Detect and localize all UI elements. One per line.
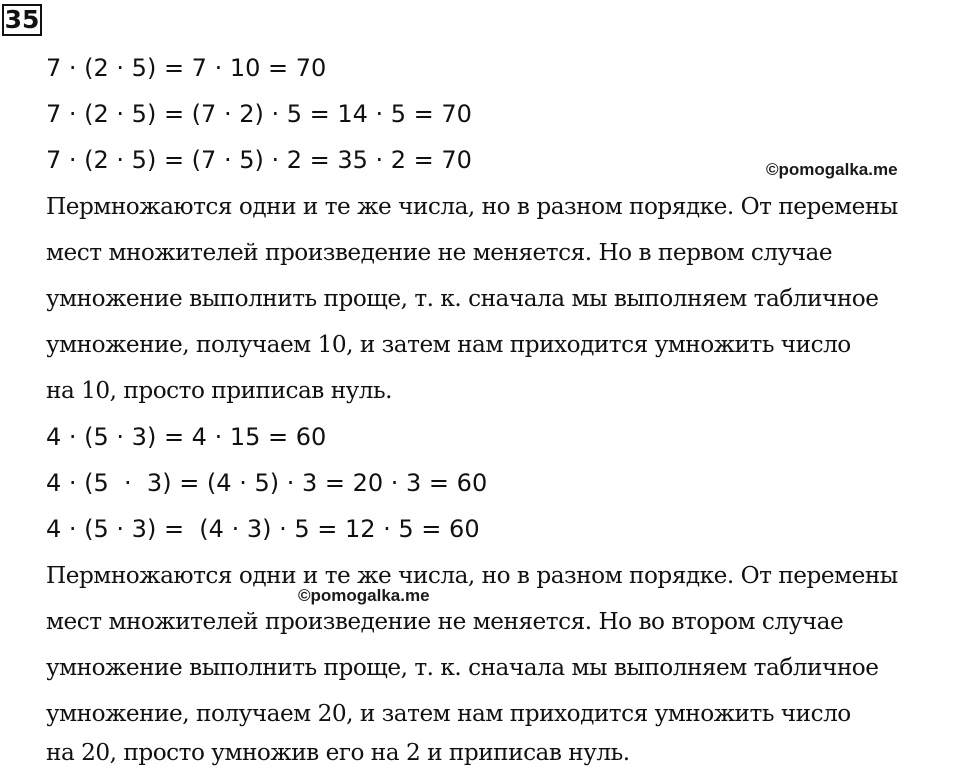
paragraph-line: на 10, просто приписав нуль. xyxy=(46,377,393,404)
paragraph-line: на 20, просто умножив его на 2 и приписав нуль. xyxy=(46,739,630,766)
formula-line: 7 · (2 · 5) = (7 · 2) · 5 = 14 · 5 = 70 xyxy=(46,100,472,128)
formula-line: 7 · (2 · 5) = (7 · 5) · 2 = 35 · 2 = 70 xyxy=(46,146,472,174)
paragraph-line: мест множителей произведение не меняется. Но в первом случае xyxy=(46,239,833,266)
paragraph-line: умножение выполнить проще, т. к. сначала мы выполняем табличное xyxy=(46,285,879,312)
paragraph-line: умножение, получаем 10, и затем нам приходится умножить число xyxy=(46,331,851,358)
formula-line: 7 · (2 · 5) = 7 · 10 = 70 xyxy=(46,54,327,82)
formula-line: 4 · (5 · 3) = 4 · 15 = 60 xyxy=(46,423,327,451)
paragraph-line: мест множителей произведение не меняется. Но во втором случае xyxy=(46,608,844,635)
formula-line: 4 · (5 · 3) = (4 · 5) · 3 = 20 · 3 = 60 xyxy=(46,469,488,497)
paragraph-line: умножение выполнить проще, т. к. сначала мы выполняем табличное xyxy=(46,654,879,681)
problem-number: 35 xyxy=(2,4,42,36)
formula-line: 4 · (5 · 3) = (4 · 3) · 5 = 12 · 5 = 60 xyxy=(46,515,480,543)
paragraph-line: умножение, получаем 20, и затем нам приходится умножить число xyxy=(46,700,851,727)
paragraph-line: Пермножаются одни и те же числа, но в разном порядке. От перемены xyxy=(46,193,898,220)
paragraph-line: Пермножаются одни и те же числа, но в разном порядке. От перемены xyxy=(46,562,898,589)
watermark: ©pomogalka.me xyxy=(298,586,430,605)
watermark: ©pomogalka.me xyxy=(766,160,898,179)
